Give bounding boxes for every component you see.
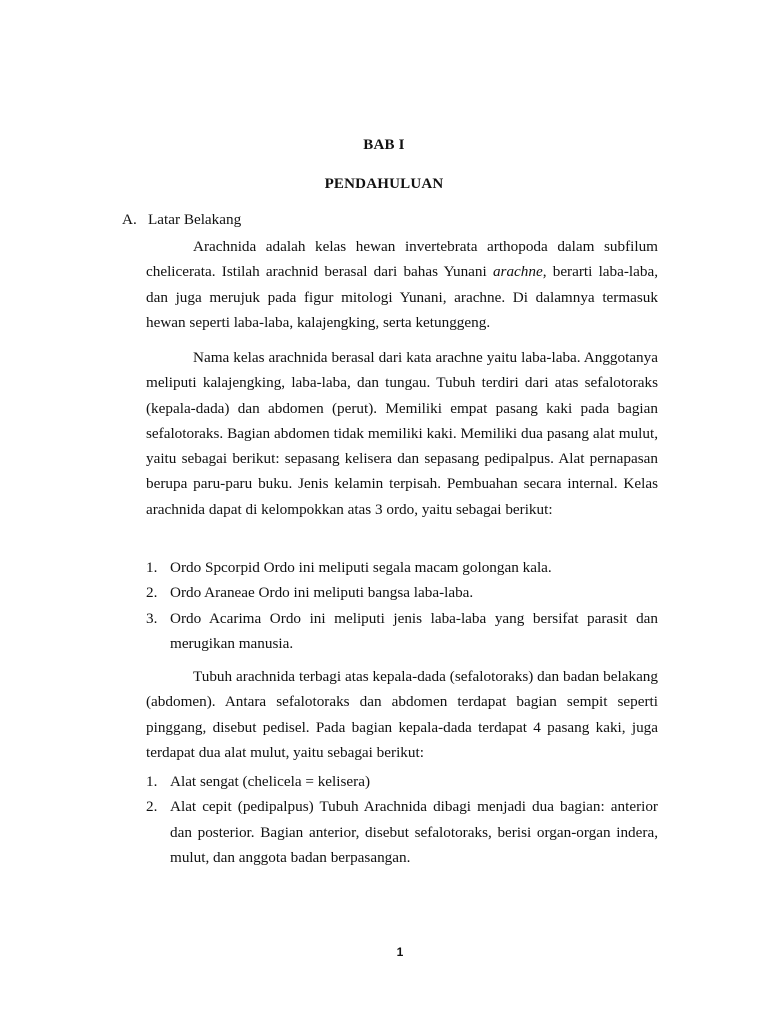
list-item-number: 1. — [146, 773, 158, 790]
list-item — [146, 580, 658, 605]
list-item-number: 2. — [146, 584, 158, 602]
paragraph-intro-text-start: Arachnida adalah kelas hewan invertebrata arthopoda dalam subfilum chelicerata. Istilah arachnid berasal dari bahas Yunani — [146, 238, 658, 281]
mouth-parts-list — [146, 769, 658, 870]
list-item-text: Ordo Acarima Ordo ini meliputi jenis laba-laba yang bersifat parasit dan merugikan manusia. — [170, 609, 658, 652]
paragraph-body-structure: Tubuh arachnida terbagi atas kepala-dada (sefalotoraks) dan badan belakang (abdomen). Antara sefalotoraks dan abdomen terdapat bagian sempit seperti pinggang, disebut pedisel. Pada bagian kepala-dada terdapat 4 pasang kaki, juga terdapat dua alat mulut, yaitu sebagai berikut: — [146, 668, 658, 761]
list-item — [146, 769, 658, 794]
paragraph-class-description: Nama kelas arachnida berasal dari kata arachne yaitu laba-laba. Anggotanya meliputi kalajengking, laba-laba, dan tungau. Tubuh terdiri dari atas sefalotoraks (kepala-dada) dan abdomen (perut). Memiliki empat pasang kaki pada bagian sefalotoraks. Bagian abdomen tidak memiliki kaki. Memiliki dua pasang alat mulut, yaitu sebagai berikut: sepasang kelisera dan sepasang pedipalpus. Alat pernapasan berupa paru-paru buku. Jenis kelamin terpisah. Pembuahan secara internal. Kelas arachnida dapat di kelompokkan atas 3 ordo, yaitu sebagai berikut: — [146, 349, 658, 518]
list-item-number: 2. — [146, 798, 158, 816]
paragraph-intro-text-end: , berarti laba-laba, dan juga merujuk pada figur mitologi Yunani, arachne. Di dalamnya termasuk hewan seperti laba-laba, kalajengking, serta ketunggeng. — [146, 263, 659, 331]
list-item-number: 1. — [146, 559, 158, 576]
page-number: 1 — [396, 945, 404, 959]
ordo-list — [146, 555, 658, 656]
list-item-text: Alat cepit (pedipalpus) Tubuh Arachnida dibagi menjadi dua bagian: anterior dan posterior. Bagian anterior, disebut sefalotoraks, berisi organ-organ indera, mulut, dan anggota badan berpasangan. — [170, 798, 658, 866]
paragraph-intro — [146, 234, 658, 335]
chapter-title: PENDAHULUAN — [324, 176, 444, 192]
italic-term-arachne: arachne — [492, 263, 543, 281]
section-title: Latar Belakang — [148, 211, 242, 228]
list-item-number: 3. — [146, 609, 158, 627]
chapter-number: BAB I — [363, 137, 405, 153]
list-item-text: Ordo Araneae Ordo ini meliputi bangsa laba-laba. — [170, 584, 474, 602]
list-item-text: Ordo Spcorpid Ordo ini meliputi segala macam golongan kala. — [170, 559, 552, 576]
list-item — [146, 794, 658, 870]
list-item — [146, 555, 658, 580]
list-item — [146, 606, 658, 657]
section-marker: A. — [122, 211, 137, 228]
list-item-text: Alat sengat (chelicela = kelisera) — [170, 773, 370, 790]
section-heading — [122, 211, 241, 229]
